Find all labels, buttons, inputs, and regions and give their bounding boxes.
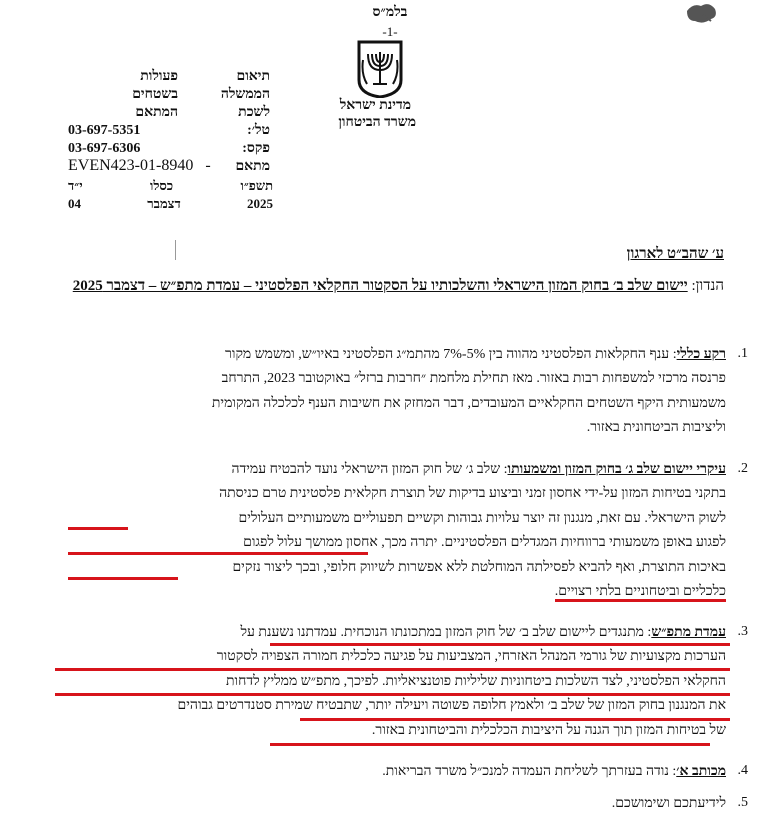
org-name: מדינת ישראל (339, 98, 411, 113)
label-line: תיאום (236, 69, 270, 84)
annotation-underline (300, 718, 730, 721)
item-number: 3. (737, 624, 748, 639)
text-line: של בטיחות המזון תוך הגנה על היציבות הכלכלית והביטחונית באזור. (371, 722, 726, 738)
annotation-underline (68, 527, 128, 530)
gregorian-date (68, 196, 273, 212)
date-day: 04 (68, 196, 82, 211)
text-line: החקלאי הפלסטיני, לצד השלכות ביטחוניות שליליות פוטנציאליות. לפיכך, מתפ״ש ממליץ לדחות (225, 673, 726, 689)
label-line: לשכת (238, 105, 270, 120)
classification: בלמ״ס (372, 5, 408, 20)
annotation-underline (55, 668, 730, 671)
item-heading: רקע כללי (676, 347, 726, 362)
item-number: 2. (737, 461, 748, 476)
reference-number: EVEN423-01-8940 (68, 157, 194, 174)
text-line: בתקני בטיחות המזון על-ידי אחסון זמני וביצוע בדיקות של תוצרת חקלאית פלסטינית טרם כניסתה (219, 486, 726, 502)
date-month: דצמבר (147, 196, 181, 211)
item-3-paragraph (36, 621, 726, 743)
annotation-underline (68, 577, 178, 580)
value-line: פעולות (140, 69, 178, 84)
text-line: לפגוע באופן משמעותי ברווחיות המגדלים הפלסטיניים. יתרה מכך, אחסון ממושך עלול לפגום (243, 535, 726, 551)
corner-stain (683, 1, 719, 27)
label-line: הממשלה (220, 87, 270, 102)
item-5-paragraph (36, 792, 726, 816)
value-line: המתאם (135, 105, 178, 120)
subject (44, 276, 724, 296)
contact-values (68, 68, 178, 158)
date-day: י״ד (68, 178, 83, 193)
annotation-underline (270, 743, 710, 746)
hebrew-date (68, 178, 273, 194)
reference-line (68, 157, 268, 175)
text-line: : שלב ג׳ של חוק המזון הישראלי נועד להבטיח עמידה (231, 462, 508, 477)
item-4-paragraph (36, 760, 726, 784)
margin-mark (175, 240, 176, 260)
org-ministry: משרד הביטחון (338, 115, 416, 130)
label-line: טל׳: (247, 123, 270, 138)
subject-title: יישום שלב ב׳ בחוק המזון הישראלי והשלכותיו על הסקטור החקלאי הפלסטיני – עמדת מתפ״ש – דצמבר 2025 (72, 278, 688, 294)
item-heading: מכותב א׳ (676, 764, 726, 779)
subject-prefix: הנדון: (691, 278, 724, 294)
text-line: משמעותית היקף השטחים החקלאיים המעובדים, דבר המחזק את חשיבות הענף לכלכלה המקומית (211, 395, 726, 411)
text-line: לידיעתכם ושימושכם. (611, 796, 726, 811)
item-heading: עיקרי יישום שלב ג׳ בחוק המזון ומשמעותו (507, 462, 726, 477)
date-year: תשפ״ו (240, 178, 273, 193)
text-line: : נודה בעזרתך לשליחת העמדה למנכ״ל משרד הבריאות. (382, 764, 677, 779)
item-2-paragraph (36, 458, 726, 604)
page-number: -1- (382, 24, 398, 39)
date-year: 2025 (247, 196, 273, 211)
item-number: 5. (737, 795, 748, 810)
item-number: 4. (737, 763, 748, 778)
text-line: הערכות מקצועיות של גורמי המנהל האזרחי, המצביעות על פגיעה כלכלית חמורה הצפויה לסקטור (216, 649, 726, 665)
item-1-paragraph (36, 343, 726, 441)
text-line: : מתנגדים ליישום שלב ב׳ של חוק המזון במתכונתו הנוכחית. עמדתנו נשענת על (240, 625, 652, 640)
date-month: כסלו (150, 178, 174, 193)
phone-number: 03-697-5351 (68, 123, 141, 138)
annotation-underline (55, 693, 730, 696)
text-line: : ענף החקלאות הפלסטיני מהווה בין 5%-7% מהתמ״ג הפלסטיני באיו״ש, ומשמש מקור (224, 347, 677, 362)
text-line: כלכליים וביטחוניים בלתי רצויים. (555, 584, 726, 602)
separator: - (205, 157, 211, 174)
value-line: בשטחים (132, 87, 178, 102)
text-line: וליציבות הביטחונית באזור. (586, 420, 726, 436)
text-line: לשוק הישראלי. עם זאת, מנגנון זה יוצר עלויות גבוהות וקשיים תפעוליים משמעותיים העלולים (238, 510, 726, 526)
fax-number: 03-697-6306 (68, 141, 141, 156)
label-line: מתאם (235, 159, 270, 174)
state-emblem-icon (355, 40, 405, 98)
text-line: באיכות התוצרת, ואף להביא לפסילתה המוחלטת ללא אפשרות לשיווק חלופי, ובכך ליצור נזקים (232, 559, 726, 575)
label-line: פקס: (242, 141, 270, 156)
item-heading: עמדת מתפ״ש (651, 625, 726, 640)
text-line: פרנסה מרכזי למשפחות רבות באזור. מאז תחילת מלחמת ״חרבות ברזל״ באוקטובר 2023, התרחב (221, 371, 726, 387)
text-line: את המנגנון בחוק המזון של שלב ב׳ ולאמץ חלופה פשוטה ויעילה יותר, שתבטיח שמירת סטנדרטים גבוהים (177, 698, 726, 714)
item-number: 1. (737, 346, 748, 361)
annotation-underline (68, 552, 368, 555)
annotation-underline (270, 643, 730, 646)
recipient: ע׳ שהב״ט לארגון (626, 246, 724, 262)
